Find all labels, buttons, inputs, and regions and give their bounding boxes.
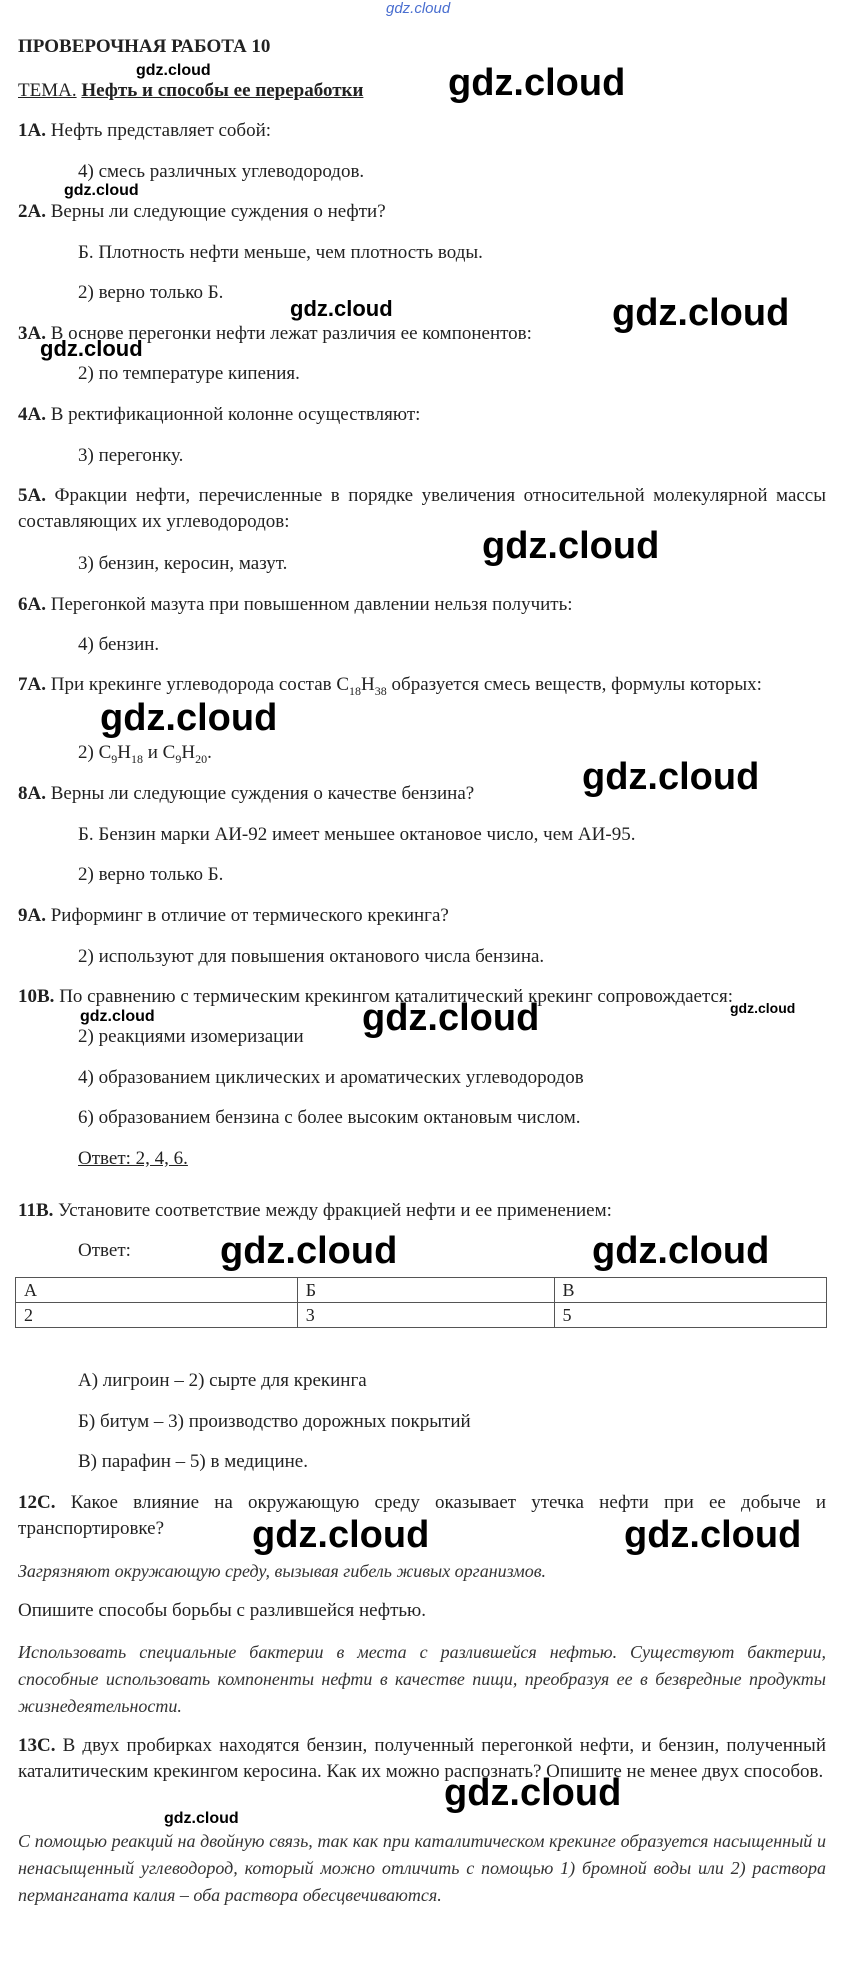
topic-line xyxy=(18,78,363,104)
table-cell: 5 xyxy=(554,1303,827,1328)
answer-1a: 4) смесь различных углеводородов. xyxy=(78,161,365,182)
question-7a: 7А. При крекинге углеводорода состав $C_{18}H_{38}$ образуется смесь веществ, формулы которых: xyxy=(18,674,762,698)
watermark: gdz.cloud xyxy=(582,756,760,798)
topic-label: ТЕМА. xyxy=(18,80,77,101)
question-2a: 2А. Верны ли следующие суждения о нефти? xyxy=(18,201,386,222)
watermark: gdz.cloud xyxy=(220,1230,398,1272)
watermark: gdz.cloud xyxy=(164,1810,239,1827)
question-6a: 6А. Перегонкой мазута при повышенном давлении нельзя получить: xyxy=(18,594,573,615)
answer-5a: 3) бензин, керосин, мазут. xyxy=(78,553,288,574)
watermark: gdz.cloud xyxy=(40,336,143,361)
answer-10b-3: 6) образованием бензина с более высоким октановым числом. xyxy=(78,1107,581,1128)
statement-8a: Б. Бензин марки АИ-92 имеет меньшее октановое число, чем АИ-95. xyxy=(78,824,636,845)
answer-3a: 2) по температуре кипения. xyxy=(78,363,300,384)
answer-7a: 2) $C_9H_{18}$ и $C_9H_{20}$. xyxy=(78,742,212,766)
page-title: ПРОВЕРОЧНАЯ РАБОТА 10 xyxy=(18,36,271,57)
watermark: gdz.cloud xyxy=(612,292,790,334)
question-5a: 5А. Фракции нефти, перечисленные в порядке увеличения относительной молекулярной массы составляющих их углеводородов: xyxy=(18,485,827,532)
answer-2a: 2) верно только Б. xyxy=(78,282,224,303)
question-12c-2: Опишите способы борьбы с разлившейся нефтью. xyxy=(18,1600,426,1621)
watermark-top: gdz.cloud xyxy=(386,0,451,17)
answer-8a: 2) верно только Б. xyxy=(78,864,224,885)
table-row xyxy=(16,1278,827,1303)
answer-13c: С помощью реакций на двойную связь, так как при каталитическом крекинге образуется насыщенный и ненасыщенный углеводород, который можно отличить с помощью 1) бромной воды или 2) раствора перманганата калия – оба раствора обесцвечиваются. xyxy=(18,1831,826,1905)
question-8a: 8А. Верны ли следующие суждения о качестве бензина? xyxy=(18,783,475,804)
answer-9a: 2) используют для повышения октанового числа бензина. xyxy=(78,946,545,967)
statement-2a: Б. Плотность нефти меньше, чем плотность воды. xyxy=(78,242,483,263)
question-10b: 10В. По сравнению с термическим крекингом каталитический крекинг сопровождается: xyxy=(18,986,733,1007)
watermark: gdz.cloud xyxy=(64,182,139,199)
table-cell: 2 xyxy=(16,1303,298,1328)
watermark: gdz.cloud xyxy=(592,1230,770,1272)
question-1a: 1А. Нефть представляет собой: xyxy=(18,120,272,141)
result-10b: Ответ: 2, 4, 6. xyxy=(78,1148,188,1169)
table-cell: 3 xyxy=(297,1303,554,1328)
question-11b: 11В. Установите соответствие между фракцией нефти и ее применением: xyxy=(18,1200,612,1221)
watermark: gdz.cloud xyxy=(730,1000,796,1016)
match-11b-3: В) парафин – 5) в медицине. xyxy=(78,1451,308,1472)
watermark: gdz.cloud xyxy=(482,525,660,567)
question-4a: 4А. В ректификационной колонне осуществляют: xyxy=(18,404,421,425)
answer-10b-1: 2) реакциями изомеризации xyxy=(78,1026,304,1047)
question-13c: 13С. В двух пробирках находятся бензин, полученный перегонкой нефти, и бензин, полученный каталитическим крекингом керосина. Как их можно распознать? Опишите не менее двух способов. xyxy=(18,1735,826,1782)
table-cell: В xyxy=(554,1278,827,1303)
answer-4a: 3) перегонку. xyxy=(78,445,184,466)
watermark: gdz.cloud xyxy=(448,62,626,104)
table-cell: Б xyxy=(297,1278,554,1303)
watermark: gdz.cloud xyxy=(100,697,278,739)
table-cell: А xyxy=(16,1278,298,1303)
watermark: gdz.cloud xyxy=(136,62,211,79)
answer-12c: Загрязняют окружающую среду, вызывая гибель живых организмов. xyxy=(18,1561,547,1581)
watermark: gdz.cloud xyxy=(362,997,540,1039)
answer-table xyxy=(15,1277,827,1328)
question-12c: 12С. Какое влияние на окружающую среду оказывает утечка нефти при ее добыче и транспортировке? xyxy=(18,1492,827,1539)
match-11b-2: Б) битум – 3) производство дорожных покрытий xyxy=(78,1411,471,1432)
answer-label-11b: Ответ: xyxy=(78,1240,131,1261)
question-3a: 3А. В основе перегонки нефти лежат различия ее компонентов: xyxy=(18,323,532,344)
watermark: gdz.cloud xyxy=(80,1008,155,1025)
answer-12c-2: Использовать специальные бактерии в места с разлившейся нефтью. Существуют бактерии, способные использовать компоненты нефти в качестве пищи, преобразуя ее в безвредные продукты жизнедеятельности. xyxy=(18,1642,826,1716)
watermark: gdz.cloud xyxy=(252,1514,430,1556)
watermark: gdz.cloud xyxy=(444,1772,622,1814)
watermark: gdz.cloud xyxy=(624,1514,802,1556)
answer-6a: 4) бензин. xyxy=(78,634,160,655)
match-11b-1: А) лигроин – 2) сырте для крекинга xyxy=(78,1370,367,1391)
answer-10b-2: 4) образованием циклических и ароматических углеводородов xyxy=(78,1067,584,1088)
question-9a: 9А. Риформинг в отличие от термического крекинга? xyxy=(18,905,449,926)
watermark: gdz.cloud xyxy=(290,296,393,321)
table-row xyxy=(16,1303,827,1328)
topic-text: Нефть и способы ее переработки xyxy=(81,80,364,101)
